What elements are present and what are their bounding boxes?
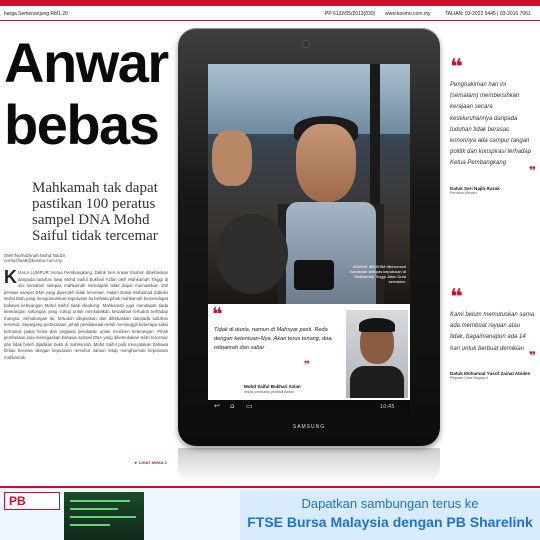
divider: [0, 20, 540, 21]
article-body-text: UALA LUMPUR: Ketua Pembangkang, Datuk Seri Anwar Ibrahim dibebaskan daripada tuduhan liwat Mohd Saiful Bukhari Azlan oleh Mahkamah Tinggi di sini semalam selepas mahkamah mendapati tidak dapat memastikan 100 peratus sampel DNA yang diperoleh tidak tercemar. Hakim Datuk Mohamad Zabidin Mohd Diah yang mengumumkan keputusan itu berkata pihak mahkamah berpendapat bahawa keterangan Mohd Saiful tidak disokong. Mahkamah juga mendapati tiada keterangan sokongan yang cukup untuk mensabitkan kesalahan tertuduh terhadap mangsa. Sehubungan itu, tertuduh dilepaskan dan dibebaskan daripada tuduhan tersebut. Sepanjang perbicaraan, pihak pendakwaan telah memanggil beberapa saksi termasuk pakar kimia dan pegawai perubatan untuk memberi keterangan. Pihak pembelaan pula menegaskan bahawa sampel DNA yang dikemukakan telah tercemar dan tidak boleh dijadikan bukti di mahkamah. Mohd Saiful pula menyatakan bahawa beliau kecewa dengan keputusan tersebut namun tetap menghormati keputusan mahkamah.: [4, 270, 168, 360]
android-navbar: [208, 400, 410, 414]
masthead-meta: [0, 8, 540, 20]
side-quote-text: Kami belum memutuskan sama ada membuat rayuan atau tidak, bagaimanapun ada 14 hari untuk berbuat demikian: [450, 312, 535, 352]
side-quote-desc: Perdana Menteri: [450, 190, 477, 195]
advert-row: [70, 524, 110, 526]
photo-caption: ANWAR IBRAHIM dikerumuni wartawan selepas keputusan di Mahkamah Tinggi Jalan Duta semalam.: [350, 264, 406, 284]
advert-line-2: FTSE Bursa Malaysia dengan PB Sharelink: [247, 514, 533, 530]
headline-line-2: bebas: [4, 93, 159, 156]
advert-row: [70, 508, 118, 510]
advert-screenshot: [64, 492, 144, 540]
side-quote-text: Penghakiman hari ini (semalam) membersihkan kerajaan secara keseluruhannya daripada tuduhan tidak berasas kononnya ada campur tangan politik dan konspirasi terhadap Ketua Pembangkang: [450, 82, 532, 167]
portrait-photo: [346, 310, 408, 398]
phone-line: TALIAN: 03-2022 5445 | 03-2016 7061: [445, 11, 531, 17]
photo-face: [296, 124, 356, 202]
open-quote-icon: ❝: [212, 304, 223, 325]
advert-row: [70, 516, 136, 518]
photo-person-left: [212, 130, 252, 186]
dropcap: K: [4, 267, 17, 287]
side-quote-2: [450, 285, 536, 380]
side-quote-1: [450, 55, 536, 195]
permit-code: PP 6132/05/2013(030): [325, 11, 376, 17]
byline-author: Oleh Norhazlinah Mohd Nadzir: [4, 253, 66, 258]
portrait-shirt: [350, 366, 404, 398]
tablet-reflection: [178, 448, 440, 484]
deck: Mahkamah tak dapat pastikan 100 peratus sampel DNA Mohd Saiful tidak tercemar: [32, 180, 158, 244]
tablet-screen: [208, 64, 410, 414]
advert-line-1: Dapatkan sambungan terus ke: [301, 496, 479, 511]
quote-author-desc: bekas pembantu peribadi Anwar: [244, 390, 295, 394]
quote-panel: [208, 304, 410, 400]
close-quote-icon: ❞: [304, 360, 310, 371]
price-line: harga Semenanjung RM1.20: [4, 11, 68, 17]
headline: [4, 32, 168, 156]
byline: [4, 253, 164, 263]
close-quote-icon: ❞: [528, 163, 536, 178]
back-icon[interactable]: ↩: [214, 402, 220, 410]
side-quote-desc: Peguam Cara Negara II: [450, 375, 488, 380]
close-quote-icon: ❞: [528, 348, 536, 363]
website-link[interactable]: www.kosmo.com.my: [385, 11, 431, 17]
news-photo: [208, 64, 410, 304]
photo-camera: [294, 260, 334, 290]
advert-row: [70, 500, 130, 502]
camera-icon: [302, 40, 310, 48]
advert-logo: PB: [4, 492, 60, 510]
quote-author: Mohd Saiful Bukhari Azlan: [244, 384, 301, 389]
byline-email: norhazlinah@kosmo.com.my: [4, 258, 63, 263]
masthead-bar: [0, 0, 540, 6]
continue-link: ► LIHAT MUKA 2: [134, 460, 167, 465]
tablet-device: [178, 28, 440, 446]
advert-banner[interactable]: [0, 488, 540, 540]
home-icon[interactable]: ⌂: [230, 402, 235, 410]
side-quote-author: Datuk Seri Najib Razak: [450, 185, 500, 191]
tablet-brand: SAMSUNG: [292, 424, 326, 430]
open-quote-icon: ❝: [450, 285, 463, 310]
photo-reporter-head: [216, 214, 288, 294]
status-time: 10:45: [380, 404, 395, 410]
side-quote-author: Datuk Mohamad Yusof Zainal Abiden: [450, 370, 531, 376]
quote-text: Tidak di dunia, namun di Mahsyar pasti. Reda dengan ketentuan-Nya. Akan terus tenang, doa, istiqamah dan sabar: [214, 327, 333, 351]
open-quote-icon: ❝: [450, 55, 463, 80]
headline-line-1: Anwar: [4, 31, 168, 94]
article-body: [4, 267, 168, 361]
recent-apps-icon[interactable]: ▭: [246, 402, 253, 410]
portrait-hair: [359, 318, 395, 332]
